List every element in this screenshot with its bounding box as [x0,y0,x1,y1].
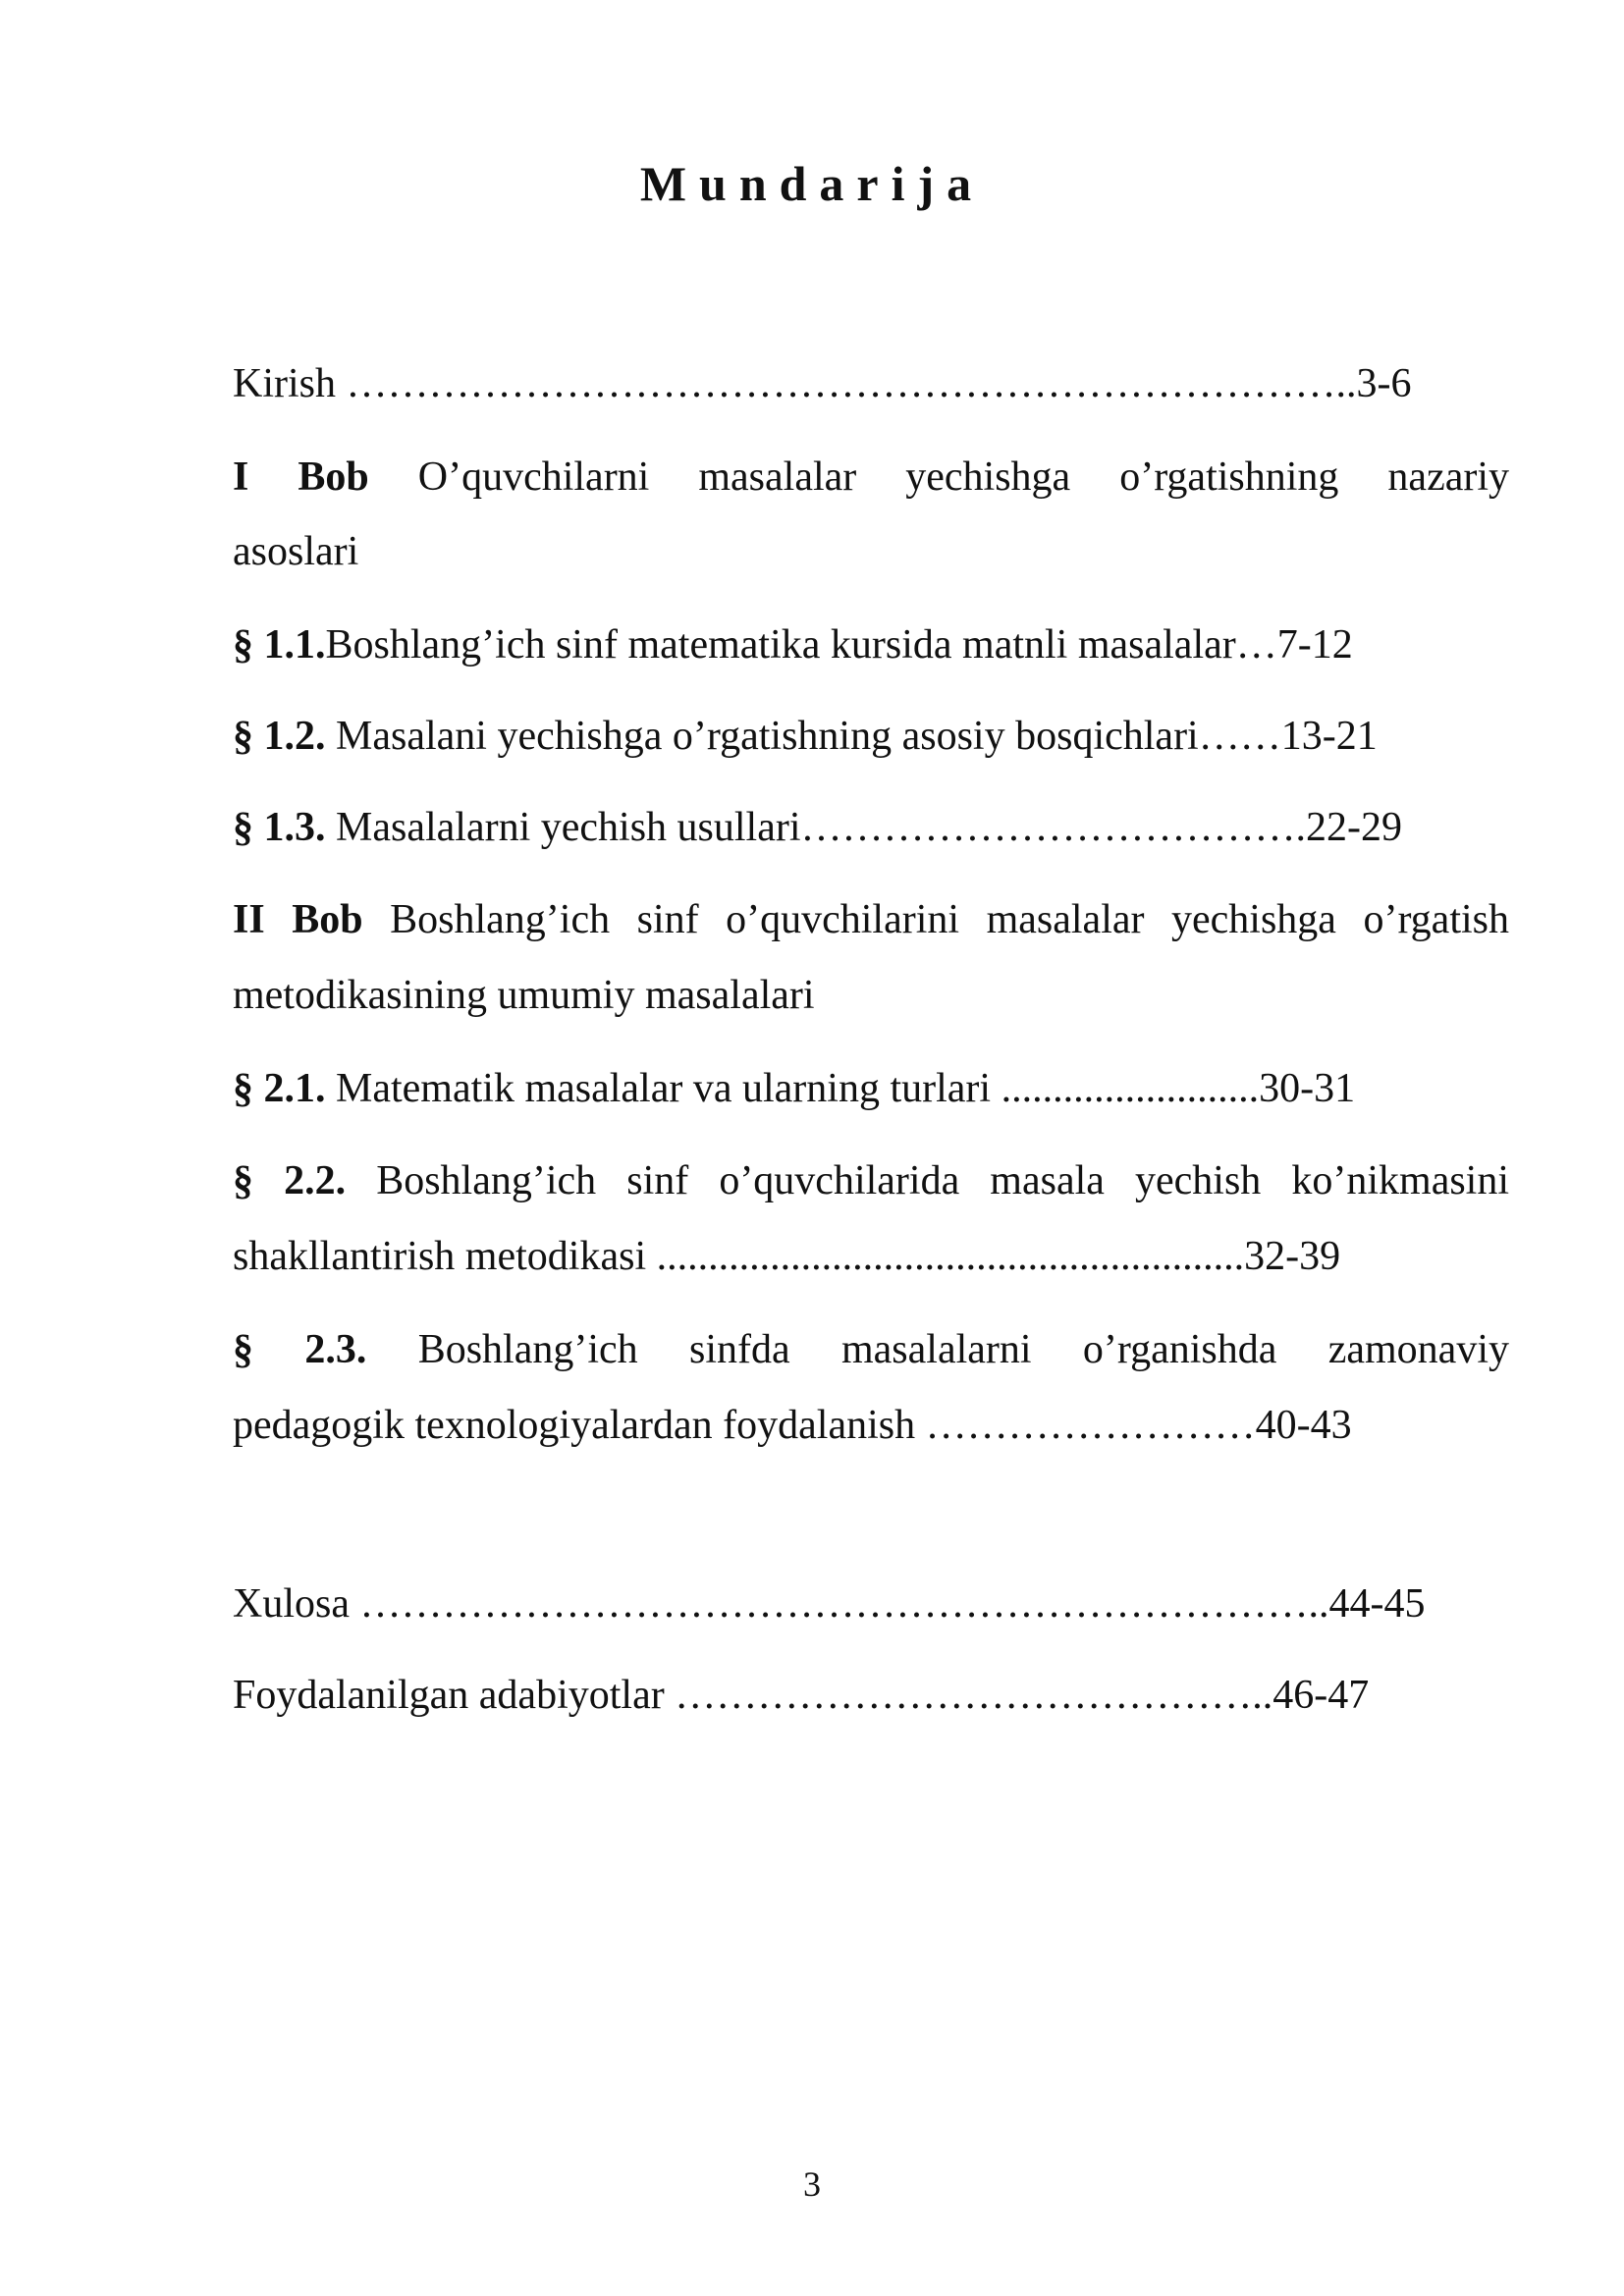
page-number: 3 [803,2164,821,2204]
chapter-1-label: I Bob [233,454,369,500]
page-title: Mundarija [639,156,985,211]
chapter-1-title: O’quvchilarni masalalar yechishga o’rgatishning nazariy [417,454,1510,500]
section-1-1-title: Boshlang’ich sinf matematika kursida matnli masalalar…7-12 [325,622,1353,667]
toc-section-2-3 [233,1329,1509,1370]
toc-section-2-3-continued: pedagogik texnologiyalardan foydalanish ……………………40-43 [233,1403,1352,1448]
toc-chapter-1 [233,456,1509,498]
toc-entry-xulosa: Xulosa ……………………………………………………………..44-45 [233,1581,1426,1627]
section-1-2-number: § 1.2. [233,714,326,759]
toc-section-1-1 [233,624,1353,666]
toc-section-2-1 [233,1068,1355,1109]
chapter-2-title: Boshlang’ich sinf o’quvchilarini masalalar yechishga o’rgatish [362,897,1510,942]
toc-section-2-2 [233,1160,1509,1201]
section-1-1-number: § 1.1. [233,622,326,667]
section-2-2-title: Boshlang’ich sinf o’quvchilarida masala yechish ko’nikmasini [376,1158,1510,1203]
section-1-3-number: § 1.3. [233,805,326,850]
toc-entry-kirish: Kirish ………………………………………………………………..3-6 [233,361,1412,406]
section-1-3-title: Masalalarni yechish usullari……………………………….22-29 [325,805,1403,850]
toc-chapter-2 [233,899,1509,940]
chapter-2-label: II Bob [233,897,363,942]
toc-section-1-2 [233,716,1378,757]
section-2-1-number: § 2.1. [233,1066,326,1111]
toc-section-2-2-continued: shakllantirish metodikasi .........................................................32-39 [233,1234,1341,1279]
toc-chapter-1-continued: asoslari [233,529,359,574]
section-1-2-title: Masalani yechishga o’rgatishning asosiy bosqichlari……13-21 [325,714,1378,759]
section-2-3-number: § 2.3. [233,1327,367,1372]
section-2-2-number: § 2.2. [233,1158,347,1203]
toc-entry-adabiyotlar: Foydalanilgan adabiyotlar ……………………………………..46-47 [233,1673,1370,1718]
section-2-1-title: Matematik masalalar va ularning turlari .........................30-31 [325,1066,1356,1111]
section-2-3-title: Boshlang’ich sinfda masalalarni o’rganishda zamonaviy [417,1327,1509,1372]
toc-section-1-3 [233,807,1402,848]
toc-chapter-2-continued: metodikasining umumiy masalalari [233,973,815,1018]
